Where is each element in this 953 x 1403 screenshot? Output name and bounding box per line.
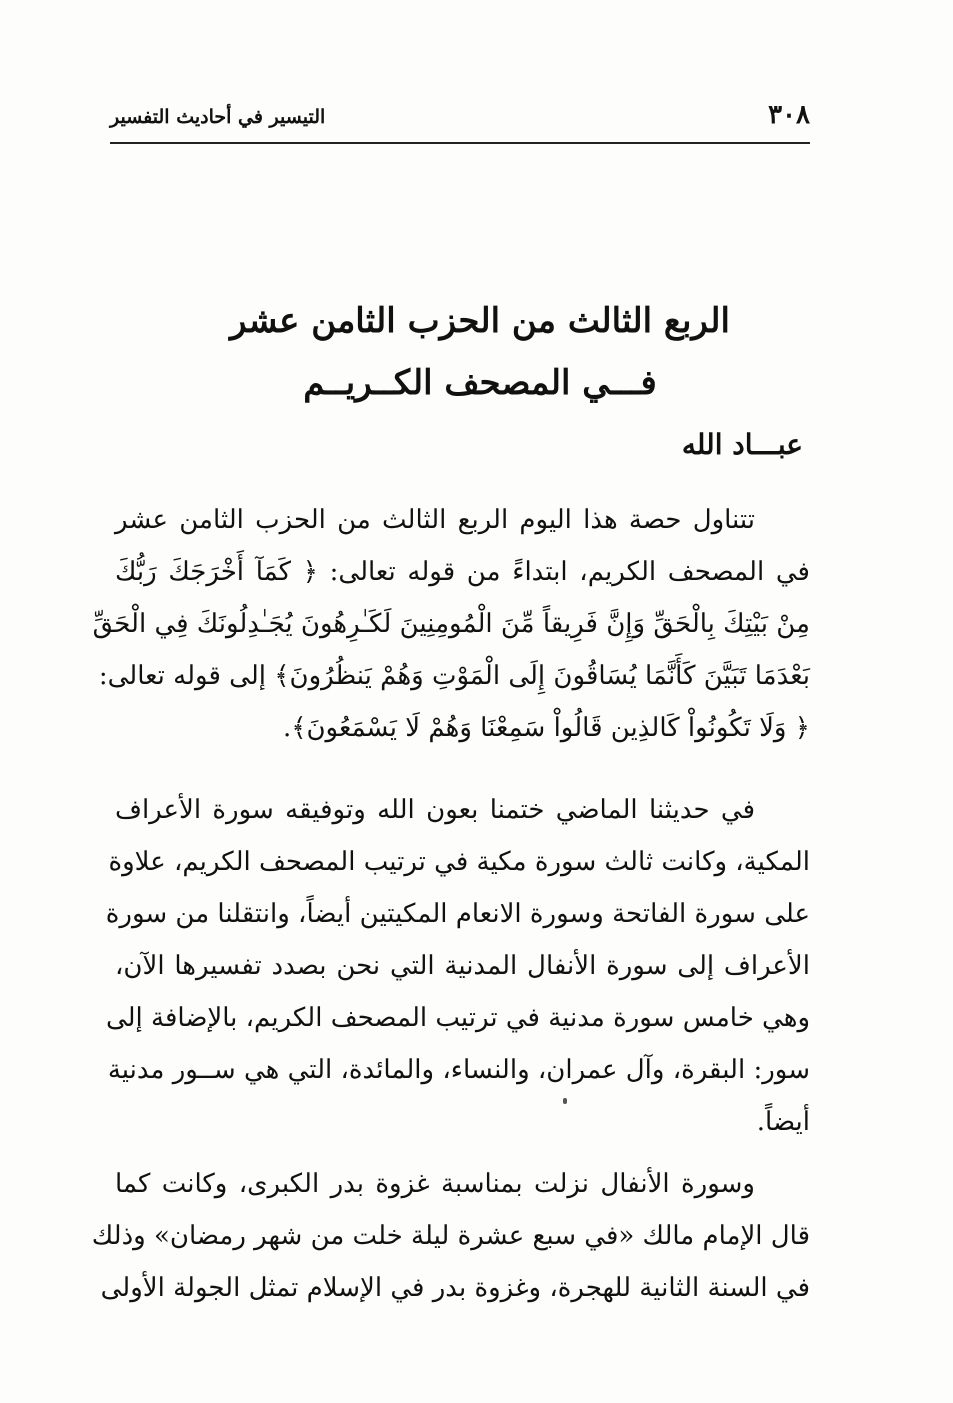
paragraph-2	[105, 784, 810, 1148]
paragraph-line: قال الإمام مالك «في سبع عشرة ليلة خلت من شهر رمضان» وذلك	[91, 1221, 810, 1251]
section-heading: عبـــاد الله	[681, 428, 803, 461]
paragraph-line: المكية، وكانت ثالث سورة مكية في ترتيب المصحف الكريم، علاوة	[108, 847, 810, 877]
page-number: ٣٠٨	[768, 100, 810, 130]
paragraph-line: تتناول حصة هذا اليوم الربع الثالث من الحزب الثامن عشر	[115, 505, 755, 535]
paragraph-3	[91, 1158, 810, 1314]
paragraph-line: سور: البقرة، وآل عمران، والنساء، والمائدة، التي هي ســور مدنية	[107, 1055, 810, 1085]
scan-speck	[563, 1098, 567, 1104]
book-title: التيسير في أحاديث التفسير	[110, 106, 326, 128]
chapter-title-line-2: فـــي المصحف الكــريــم	[303, 363, 657, 403]
paragraph-line: في حديثنا الماضي ختمنا بعون الله وتوفيقه سورة الأعراف	[115, 795, 755, 825]
chapter-title	[200, 290, 760, 414]
paragraph-line: بَعْدَمَا تَبَيَّنَ كَأَنَّمَا يُسَاقُونَ إِلَى الْمَوْتِ وَهُمْ يَنظُرُونَ﴾ إلى قوله تعالى:	[98, 661, 810, 691]
paragraph-line: أيضاً.	[756, 1107, 810, 1137]
running-header	[110, 92, 810, 144]
paragraph-line: في المصحف الكريم، ابتداءً من قوله تعالى: ﴿ كَمَآ أَخْرَجَكَ رَبُّكَ	[115, 557, 810, 587]
paragraph-line: ﴿ وَلَا تَكُونُواْ كَالذِين قَالُواْ سَمِعْنَا وَهُمْ لَا يَسْمَعُونَ﴾.	[282, 713, 810, 743]
paragraph-line: في السنة الثانية للهجرة، وغزوة بدر في الإسلام تمثل الجولة الأولى	[100, 1273, 810, 1303]
chapter-title-line-1: الربع الثالث من الحزب الثامن عشر	[230, 301, 730, 341]
paragraph-line: وهي خامس سورة مدنية في ترتيب المصحف الكريم، بالإضافة إلى	[105, 1003, 810, 1033]
paragraph-line: وسورة الأنفال نزلت بمناسبة غزوة بدر الكبرى، وكانت كما	[115, 1169, 755, 1199]
paragraph-1	[92, 494, 810, 754]
paragraph-line: الأعراف إلى سورة الأنفال المدنية التي نحن بصدد تفسيرها الآن،	[115, 951, 810, 981]
paragraph-line: على سورة الفاتحة وسورة الانعام المكيتين أيضاً، وانتقلنا من سورة	[105, 899, 810, 929]
paragraph-line: مِنْ بَيْتِكَ بِالْحَقِّ وَإِنَّ فَرِيقاً مِّنَ الْمُومِنِينَ لَكَـٰرِهُونَ يُجَـٰدِلُونَكَ فِي الْحَقِّ	[92, 609, 810, 639]
